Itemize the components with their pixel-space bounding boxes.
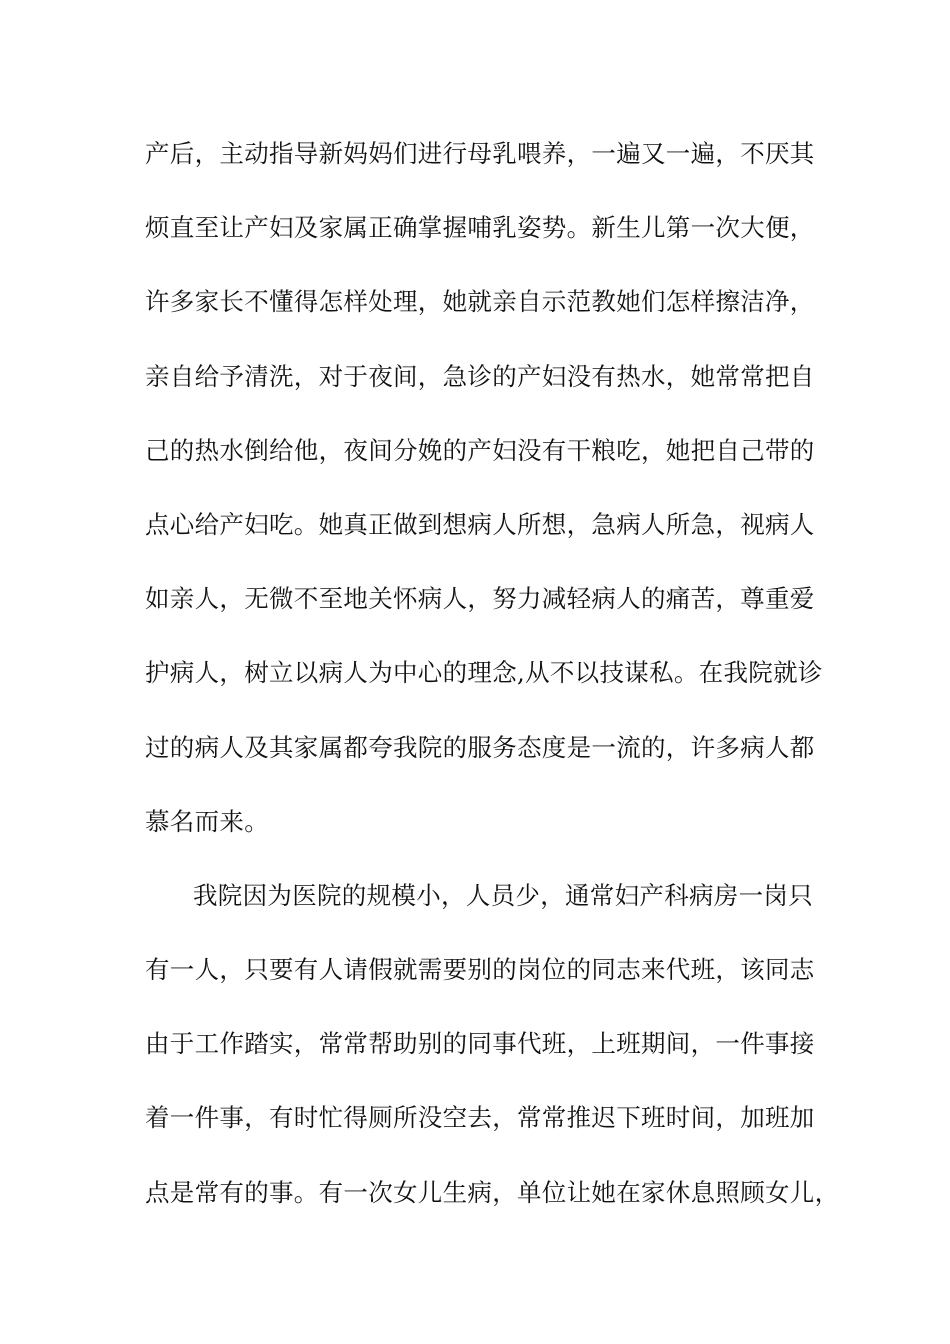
text-line: 如亲人，无微不至地关怀病人，努力减轻病人的痛苦，尊重爱 xyxy=(145,584,815,614)
text-line: 过的病人及其家属都夸我院的服务态度是一流的，许多病人都 xyxy=(145,732,815,762)
text-line: 着一件事，有时忙得厕所没空去，常常推迟下班时间，加班加 xyxy=(145,1103,815,1133)
body-text xyxy=(145,132,840,1245)
text-line: 许多家长不懂得怎样处理，她就亲自示范教她们怎样擦洁净， xyxy=(145,287,815,317)
text-line: 点是常有的事。有一次女儿生病，单位让她在家休息照顾女儿， xyxy=(145,1177,840,1207)
text-line: 有一人，只要有人请假就需要别的岗位的同志来代班，该同志 xyxy=(145,955,815,985)
text-line: 亲自给予清洗，对于夜间，急诊的产妇没有热水，她常常把自 xyxy=(145,361,815,391)
text-line: 烦直至让产妇及家属正确掌握哺乳姿势。新生儿第一次大便， xyxy=(145,213,815,243)
text-line: 护病人，树立以病人为中心的理念,从不以技谋私。在我院就诊 xyxy=(145,658,823,688)
text-line: 我院因为医院的规模小，人员少，通常妇产科病房一岗只 xyxy=(193,880,813,910)
text-line: 点心给产妇吃。她真正做到想病人所想，急病人所急，视病人 xyxy=(145,509,815,539)
text-line: 慕名而来。 xyxy=(145,806,269,836)
text-line: 产后，主动指导新妈妈们进行母乳喂养，一遍又一遍，不厌其 xyxy=(145,139,815,168)
text-line: 己的热水倒给他，夜间分娩的产妇没有干粮吃，她把自己带的 xyxy=(145,435,815,465)
text-line: 由于工作踏实，常常帮助别的同事代班，上班期间，一件事接 xyxy=(145,1029,815,1059)
